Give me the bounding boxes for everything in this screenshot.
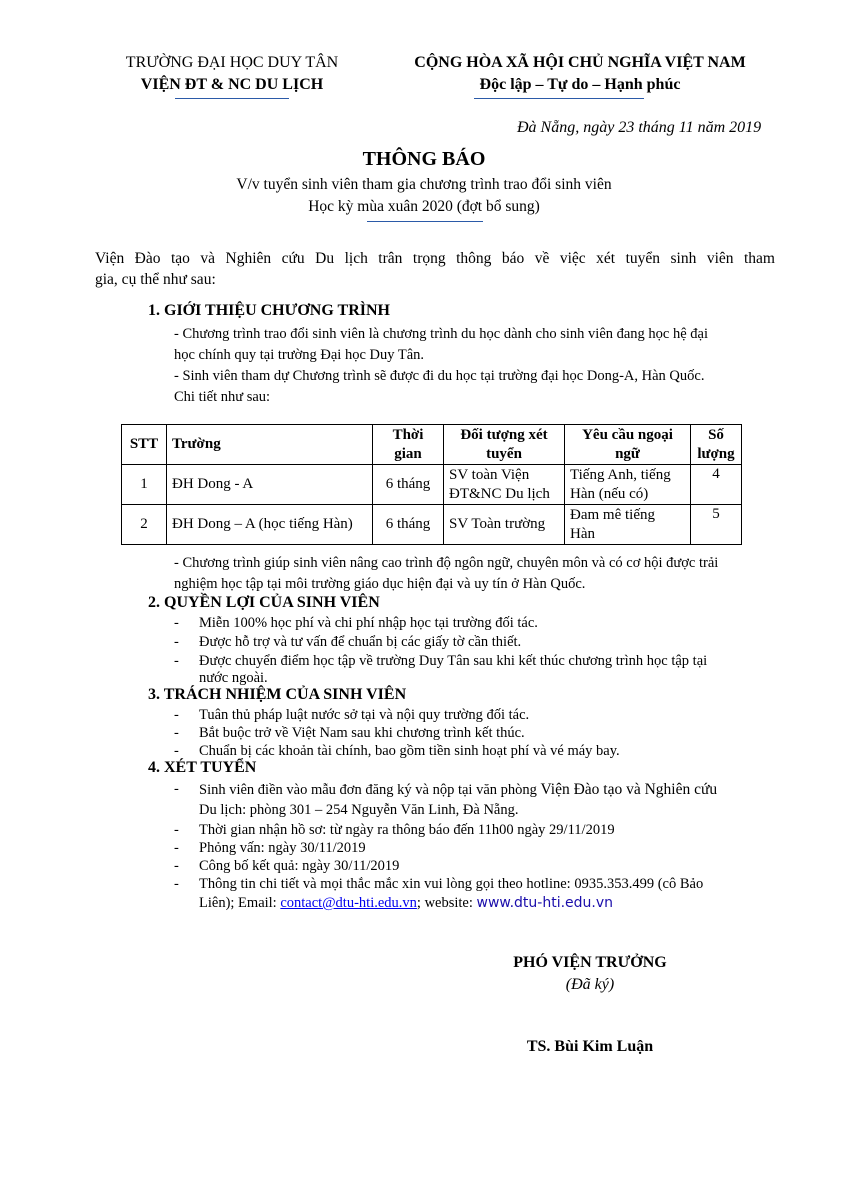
list-item: - Tuân thủ pháp luật nước sở tại và nội quy trường đối tác.	[174, 707, 530, 723]
document-semester: Học kỳ mùa xuân 2020 (đợt bổ sung)	[308, 198, 540, 215]
header-right-rule	[474, 98, 644, 99]
row1-quantity: 4	[691, 465, 742, 505]
document-title: THÔNG BÁO	[362, 148, 486, 170]
row1-requirement	[565, 465, 691, 505]
table-row	[122, 465, 742, 505]
row2-req-a: Đam mê tiếng	[570, 506, 655, 523]
date-line: Đà Nẵng, ngày 23 tháng 11 năm 2019	[517, 119, 762, 136]
table-header-row	[122, 425, 742, 465]
email-link[interactable]: contact@dtu-hti.edu.vn	[280, 895, 417, 911]
list-item-continuation: Du lịch: phòng 301 – 254 Nguyễn Văn Linh, Đà Nẵng.	[199, 802, 519, 818]
department-name: VIỆN ĐT & NC DU LỊCH	[140, 76, 324, 93]
th-req-a: Yêu cầu ngoại	[582, 426, 673, 443]
section-1-heading: 1. GIỚI THIỆU CHƯƠNG TRÌNH	[148, 302, 390, 319]
section-1-para-1b: học chính quy tại trường Đại học Duy Tân.	[174, 347, 425, 363]
signer-role: PHÓ VIỆN TRƯỞNG	[513, 954, 667, 971]
th-qty-b: lượng	[697, 445, 735, 462]
national-motto: Độc lập – Tự do – Hạnh phúc	[479, 76, 681, 93]
section-1-para-1a: - Chương trình trao đổi sinh viên là chương trình du học dành cho sinh viên đang học hệ đại	[174, 326, 709, 342]
list-item: - Miễn 100% học phí và chi phí nhập học tại trường đối tác.	[174, 615, 538, 631]
row2-school: ĐH Dong – A (học tiếng Hàn)	[167, 505, 373, 545]
th-school: Trường	[167, 425, 373, 465]
list-item: - Thông tin chi tiết và mọi thắc mắc xin vui lòng gọi theo hotline: 0935.353.499 (cô Bảo	[174, 876, 704, 892]
row1-req-a: Tiếng Anh, tiếng	[570, 466, 671, 483]
list-item: - Được hỗ trợ và tư vấn để chuẩn bị các giấy tờ cần thiết.	[174, 634, 522, 650]
header-left-rule	[175, 98, 289, 99]
list-item: - Sinh viên điền vào mẫu đơn đăng ký và nộp tại văn phòng Viện Đào tạo và Nghiên cứu	[174, 781, 718, 798]
section-2-heading: 2. QUYỀN LỢI CỦA SINH VIÊN	[148, 594, 380, 611]
row1-target	[444, 465, 565, 505]
signer-name: TS. Bùi Kim Luận	[526, 1038, 654, 1055]
list-item-continuation: nước ngoài.	[199, 670, 268, 686]
document-subject: V/v tuyển sinh viên tham gia chương trình trao đổi sinh viên	[236, 176, 612, 193]
website-link[interactable]: www.dtu-hti.edu.vn	[476, 895, 614, 911]
th-qty-a: Số	[708, 426, 724, 443]
list-item: - Bắt buộc trở về Việt Nam sau khi chương trình kết thúc.	[174, 725, 525, 741]
section-4-heading: 4. XÉT TUYỂN	[148, 759, 257, 776]
title-rule	[367, 221, 483, 222]
list-item: - Công bố kết quả: ngày 30/11/2019	[174, 858, 400, 874]
th-requirement	[565, 425, 691, 465]
section-1-para-2a: - Sinh viên tham dự Chương trình sẽ được đi du học tại trường đại học Dong-A, Hàn Quốc.	[174, 368, 705, 384]
list-item: - Được chuyển điểm học tập về trường Duy Tân sau khi kết thúc chương trình học tập tại	[174, 653, 708, 669]
intro-line-2: gia, cụ thể như sau:	[95, 271, 216, 288]
list-item: - Phỏng vấn: ngày 30/11/2019	[174, 840, 366, 856]
institution-name: TRƯỜNG ĐẠI HỌC DUY TÂN	[125, 54, 339, 71]
section-1-para-2b: Chi tiết như sau:	[174, 389, 271, 405]
row2-stt: 2	[122, 505, 167, 545]
th-time-b: gian	[394, 445, 422, 462]
row1-school: ĐH Dong - A	[167, 465, 373, 505]
row1-target-b: ĐT&NC Du lịch	[449, 485, 550, 502]
th-target	[444, 425, 565, 465]
row2-quantity: 5	[691, 505, 742, 545]
row1-stt: 1	[122, 465, 167, 505]
th-time	[373, 425, 444, 465]
table-row	[122, 505, 742, 545]
row2-req-b: Hàn	[570, 525, 595, 542]
th-quantity	[691, 425, 742, 465]
list-item-continuation: Liên); Email: contact@dtu-hti.edu.vn; website: www.dtu-hti.edu.vn	[199, 895, 614, 911]
section-3-heading: 3. TRÁCH NHIỆM CỦA SINH VIÊN	[148, 686, 407, 703]
intro-line-1: Viện Đào tạo và Nghiên cứu Du lịch trân trọng thông báo về việc xét tuyển sinh viên tham	[95, 250, 775, 267]
th-stt: STT	[122, 425, 167, 465]
row2-time: 6 tháng	[373, 505, 444, 545]
th-req-b: ngữ	[615, 445, 640, 462]
th-time-a: Thời	[392, 426, 424, 443]
list-item: - Chuẩn bị các khoản tài chính, bao gồm tiền sinh hoạt phí và vé máy bay.	[174, 743, 620, 759]
row1-target-a: SV toàn Viện	[449, 466, 530, 483]
row2-requirement	[565, 505, 691, 545]
after-table-line-b: nghiệm học tập tại môi trường giáo dục hiện đại và uy tín ở Hàn Quốc.	[174, 576, 586, 592]
row1-time: 6 tháng	[373, 465, 444, 505]
signed-note: (Đã ký)	[565, 976, 615, 993]
th-target-a: Đối tượng xét	[460, 426, 548, 443]
th-target-b: tuyển	[486, 445, 522, 462]
national-title: CỘNG HÒA XÃ HỘI CHỦ NGHĨA VIỆT NAM	[414, 54, 746, 71]
program-table	[121, 424, 742, 545]
row1-req-b: Hàn (nếu có)	[570, 485, 649, 502]
after-table-line-a: - Chương trình giúp sinh viên nâng cao trình độ ngôn ngữ, chuyên môn và có cơ hội được trải	[174, 555, 719, 571]
row2-target: SV Toàn trường	[444, 505, 565, 545]
list-item: - Thời gian nhận hồ sơ: từ ngày ra thông báo đến 11h00 ngày 29/11/2019	[174, 822, 615, 838]
